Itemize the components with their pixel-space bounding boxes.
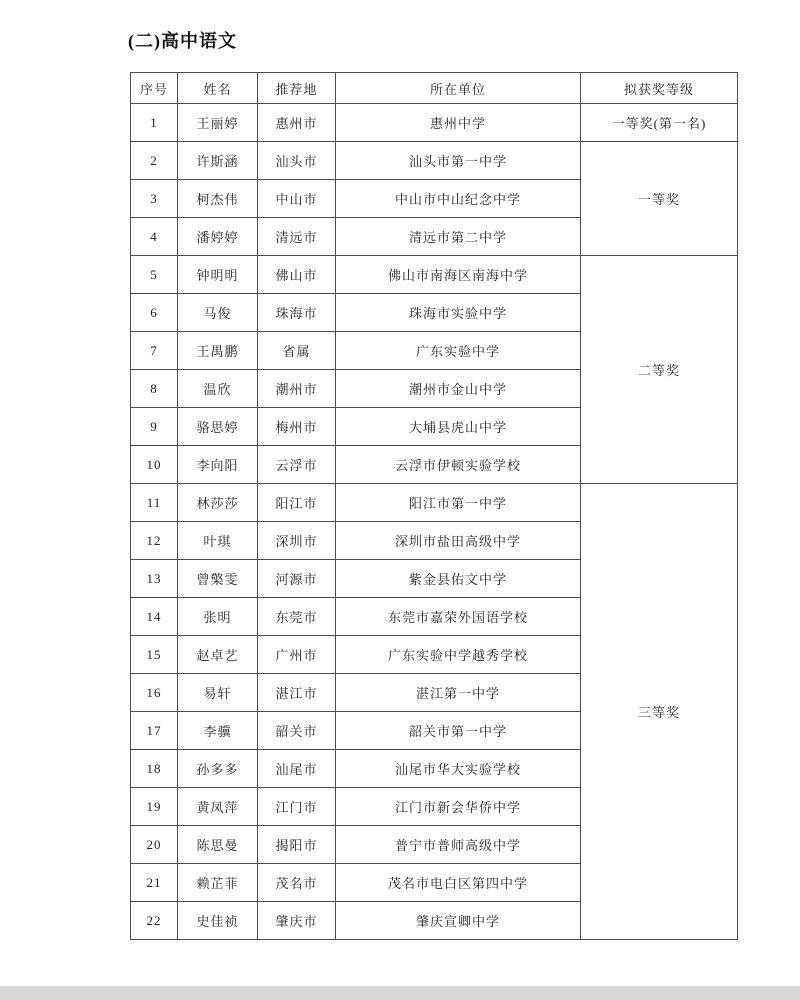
cell-no: 16 <box>131 674 178 712</box>
cell-name: 赖芷菲 <box>178 864 258 902</box>
page-bottom-edge <box>0 986 800 1000</box>
cell-place: 中山市 <box>258 180 336 218</box>
cell-unit: 普宁市普师高级中学 <box>336 826 581 864</box>
cell-name: 林莎莎 <box>178 484 258 522</box>
cell-place: 河源市 <box>258 560 336 598</box>
cell-name: 骆思婷 <box>178 408 258 446</box>
cell-no: 18 <box>131 750 178 788</box>
cell-unit: 深圳市盐田高级中学 <box>336 522 581 560</box>
cell-no: 2 <box>131 142 178 180</box>
cell-place: 江门市 <box>258 788 336 826</box>
cell-name: 马俊 <box>178 294 258 332</box>
award-table <box>130 72 738 940</box>
cell-award-merged: 二等奖 <box>581 256 738 484</box>
cell-no: 5 <box>131 256 178 294</box>
cell-place: 汕尾市 <box>258 750 336 788</box>
cell-place: 肇庆市 <box>258 902 336 940</box>
cell-place: 惠州市 <box>258 104 336 142</box>
cell-no: 4 <box>131 218 178 256</box>
cell-unit: 佛山市南海区南海中学 <box>336 256 581 294</box>
cell-name: 许斯涵 <box>178 142 258 180</box>
cell-name: 潘婷婷 <box>178 218 258 256</box>
cell-no: 11 <box>131 484 178 522</box>
cell-name: 赵卓艺 <box>178 636 258 674</box>
cell-award-merged: 一等奖 <box>581 142 738 256</box>
cell-award-merged: 三等奖 <box>581 484 738 940</box>
cell-no: 12 <box>131 522 178 560</box>
col-header-no: 序号 <box>131 73 178 104</box>
cell-name: 王禺鹏 <box>178 332 258 370</box>
cell-no: 9 <box>131 408 178 446</box>
cell-no: 20 <box>131 826 178 864</box>
cell-no: 13 <box>131 560 178 598</box>
cell-place: 韶关市 <box>258 712 336 750</box>
cell-name: 曾檠雯 <box>178 560 258 598</box>
section-title: (二)高中语文 <box>128 31 237 51</box>
cell-no: 10 <box>131 446 178 484</box>
cell-unit: 广东实验中学 <box>336 332 581 370</box>
cell-place: 省属 <box>258 332 336 370</box>
cell-place: 广州市 <box>258 636 336 674</box>
col-header-unit: 所在单位 <box>336 73 581 104</box>
cell-place: 云浮市 <box>258 446 336 484</box>
cell-no: 22 <box>131 902 178 940</box>
cell-no: 19 <box>131 788 178 826</box>
cell-unit: 湛江第一中学 <box>336 674 581 712</box>
cell-name: 孙多多 <box>178 750 258 788</box>
cell-place: 茂名市 <box>258 864 336 902</box>
cell-place: 深圳市 <box>258 522 336 560</box>
cell-unit: 清远市第二中学 <box>336 218 581 256</box>
cell-unit: 惠州中学 <box>336 104 581 142</box>
cell-name: 张明 <box>178 598 258 636</box>
table-row <box>131 104 738 142</box>
cell-no: 7 <box>131 332 178 370</box>
cell-place: 梅州市 <box>258 408 336 446</box>
cell-place: 揭阳市 <box>258 826 336 864</box>
cell-no: 14 <box>131 598 178 636</box>
cell-name: 李向阳 <box>178 446 258 484</box>
cell-no: 15 <box>131 636 178 674</box>
cell-unit: 汕头市第一中学 <box>336 142 581 180</box>
cell-unit: 东莞市嘉荣外国语学校 <box>336 598 581 636</box>
cell-place: 珠海市 <box>258 294 336 332</box>
cell-award: 一等奖(第一名) <box>581 104 738 142</box>
cell-place: 湛江市 <box>258 674 336 712</box>
cell-name: 钟明明 <box>178 256 258 294</box>
cell-no: 3 <box>131 180 178 218</box>
cell-name: 陈思曼 <box>178 826 258 864</box>
table-row <box>131 484 738 522</box>
cell-name: 史佳祯 <box>178 902 258 940</box>
cell-name: 王丽婷 <box>178 104 258 142</box>
header-row <box>131 73 738 104</box>
cell-unit: 大埔县虎山中学 <box>336 408 581 446</box>
cell-name: 黄凤萍 <box>178 788 258 826</box>
cell-name: 叶琪 <box>178 522 258 560</box>
cell-unit: 云浮市伊顿实验学校 <box>336 446 581 484</box>
table-row <box>131 142 738 180</box>
cell-unit: 珠海市实验中学 <box>336 294 581 332</box>
cell-no: 8 <box>131 370 178 408</box>
cell-unit: 阳江市第一中学 <box>336 484 581 522</box>
cell-no: 21 <box>131 864 178 902</box>
cell-place: 东莞市 <box>258 598 336 636</box>
cell-unit: 潮州市金山中学 <box>336 370 581 408</box>
cell-place: 潮州市 <box>258 370 336 408</box>
col-header-name: 姓名 <box>178 73 258 104</box>
cell-name: 柯杰伟 <box>178 180 258 218</box>
cell-unit: 广东实验中学越秀学校 <box>336 636 581 674</box>
cell-unit: 韶关市第一中学 <box>336 712 581 750</box>
cell-place: 汕头市 <box>258 142 336 180</box>
cell-unit: 汕尾市华大实验学校 <box>336 750 581 788</box>
col-header-place: 推荐地 <box>258 73 336 104</box>
cell-no: 17 <box>131 712 178 750</box>
cell-place: 佛山市 <box>258 256 336 294</box>
cell-no: 1 <box>131 104 178 142</box>
cell-no: 6 <box>131 294 178 332</box>
cell-name: 易轩 <box>178 674 258 712</box>
col-header-award: 拟获奖等级 <box>581 73 738 104</box>
cell-unit: 肇庆宣卿中学 <box>336 902 581 940</box>
table-row <box>131 256 738 294</box>
cell-name: 温欣 <box>178 370 258 408</box>
cell-name: 李骥 <box>178 712 258 750</box>
cell-unit: 中山市中山纪念中学 <box>336 180 581 218</box>
cell-place: 阳江市 <box>258 484 336 522</box>
cell-unit: 紫金县佑文中学 <box>336 560 581 598</box>
cell-unit: 茂名市电白区第四中学 <box>336 864 581 902</box>
cell-unit: 江门市新会华侨中学 <box>336 788 581 826</box>
cell-place: 清远市 <box>258 218 336 256</box>
